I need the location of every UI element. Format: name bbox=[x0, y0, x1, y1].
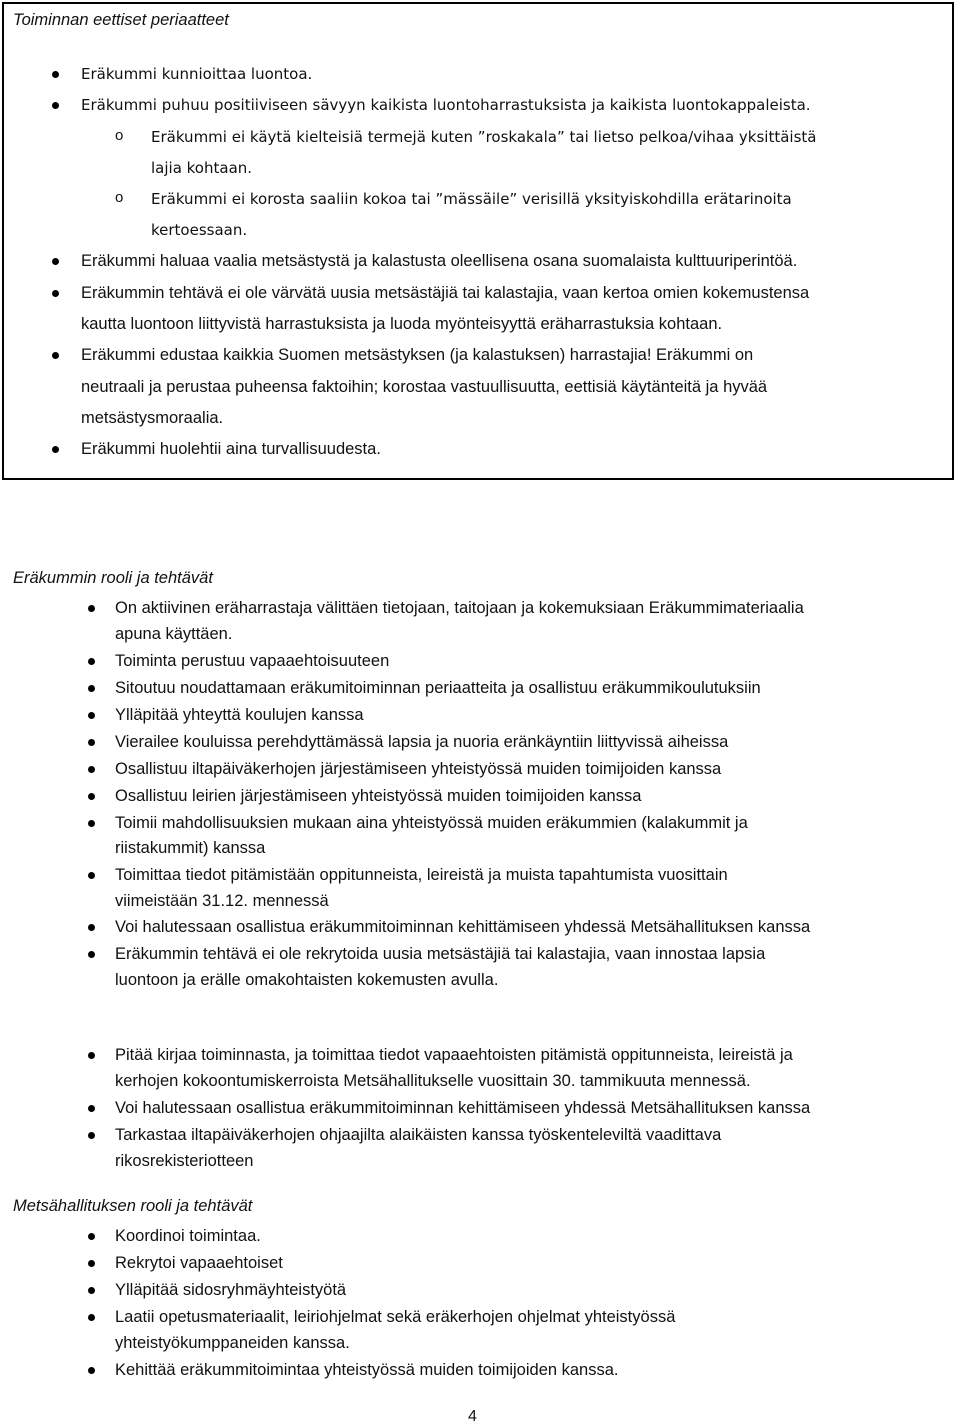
bullet-icon bbox=[88, 1132, 95, 1139]
bullet-icon bbox=[52, 290, 59, 297]
bullet-icon bbox=[88, 1052, 95, 1059]
bullet-icon bbox=[88, 1367, 95, 1374]
bullet-icon bbox=[88, 739, 95, 746]
extra-item-1: Pitää kirjaa toiminnasta, ja toimittaa tiedot vapaaehtoisten pitämistä oppitunneista, leireistä ja bbox=[115, 1046, 793, 1064]
bullet-icon bbox=[88, 872, 95, 879]
ethics-item-7: metsästysmoraalia. bbox=[81, 409, 224, 427]
ethics-item-8: Eräkummi huolehtii aina turvallisuudesta. bbox=[81, 440, 381, 458]
bullet-icon bbox=[88, 658, 95, 665]
mh-item-4: Laatii opetusmateriaalit, leiriohjelmat sekä eräkerhojen ohjelmat yhteistyössä bbox=[115, 1308, 676, 1326]
ethics-item-1: Eräkummi kunnioittaa luontoa. bbox=[81, 65, 313, 83]
extra-item-3: Tarkastaa iltapäiväkerhojen ohjaajilta alaikäisten kanssa työskenteleviltä vaadittava bbox=[115, 1126, 722, 1144]
bullet-icon bbox=[52, 102, 59, 109]
role-item-5: Vierailee kouluissa perehdyttämässä lapsia ja nuoria eränkäyntiin liittyvissä aiheissa bbox=[115, 733, 729, 751]
bullet-icon bbox=[88, 685, 95, 692]
ethics-item-6: Eräkummin tehtävä ei ole värvätä uusia metsästäjiä tai kalastajia, vaan kertoa omien kokemustensa bbox=[81, 284, 810, 302]
ethics-item-4: kertoessaan. bbox=[151, 221, 248, 239]
role-item-11: luontoon ja erälle omakohtaisten kokemusten avulla. bbox=[115, 971, 499, 989]
mh-item-3: Ylläpitää sidosryhmäyhteistyötä bbox=[115, 1281, 347, 1299]
role-item-8: riistakummit) kanssa bbox=[115, 839, 266, 857]
bullet-icon bbox=[88, 1233, 95, 1240]
ethics-item-7: neutraali ja perustaa puheensa faktoihin; korostaa vastuullisuutta, eettisiä käytänteitä ja hyvää bbox=[81, 378, 768, 396]
ethics-item-6: kautta luontoon liittyvistä harrastuksista ja luoda myönteisyyttä eräharrastuksia kohtaan. bbox=[81, 315, 723, 333]
role-item-9: Toimittaa tiedot pitämistään oppitunneista, leireistä ja muista tapahtumista vuosittain bbox=[115, 866, 728, 884]
bullet-icon bbox=[88, 1260, 95, 1267]
role-item-1: On aktiivinen eräharrastaja välittäen tietojaan, taitojaan ja kokemuksiaan Eräkummimateriaalia bbox=[115, 599, 804, 617]
role-item-4: Ylläpitää yhteyttä koulujen kanssa bbox=[115, 706, 364, 724]
ethics-item-3: lajia kohtaan. bbox=[151, 159, 253, 177]
ethics-item-2: Eräkummi puhuu positiiviseen sävyyn kaikista luontoharrastuksista ja kaikista luontokappaleista. bbox=[81, 96, 811, 114]
role-title: Eräkummin rooli ja tehtävät bbox=[13, 569, 213, 587]
bullet-icon bbox=[88, 1105, 95, 1112]
ethics-item-5: Eräkummi haluaa vaalia metsästystä ja kalastusta oleellisena osana suomalaista kulttuuriperintöä. bbox=[81, 252, 798, 270]
sub-bullet-icon: o bbox=[115, 127, 124, 144]
role-item-1: apuna käyttäen. bbox=[115, 625, 233, 643]
role-item-6: Osallistuu iltapäiväkerhojen järjestämiseen yhteistyössä muiden toimijoiden kanssa bbox=[115, 760, 722, 778]
mh-title: Metsähallituksen rooli ja tehtävät bbox=[13, 1197, 253, 1215]
bullet-icon bbox=[88, 766, 95, 773]
role-item-7: Osallistuu leirien järjestämiseen yhteistyössä muiden toimijoiden kanssa bbox=[115, 787, 642, 805]
mh-item-5: Kehittää eräkummitoimintaa yhteistyössä muiden toimijoiden kanssa. bbox=[115, 1361, 619, 1379]
bullet-icon bbox=[88, 924, 95, 931]
ethics-title: Toiminnan eettiset periaatteet bbox=[13, 11, 229, 29]
page-number: 4 bbox=[468, 1408, 477, 1425]
bullet-icon bbox=[52, 258, 59, 265]
ethics-item-3: Eräkummi ei käytä kielteisiä termejä kuten ”roskakala” tai lietso pelkoa/vihaa yksittäistä bbox=[151, 128, 817, 146]
mh-item-2: Rekrytoi vapaaehtoiset bbox=[115, 1254, 283, 1272]
role-item-3: Sitoutuu noudattamaan eräkumitoiminnan periaatteita ja osallistuu eräkummikoulutuksiin bbox=[115, 679, 761, 697]
bullet-icon bbox=[52, 71, 59, 78]
mh-item-1: Koordinoi toimintaa. bbox=[115, 1227, 261, 1245]
bullet-icon bbox=[52, 352, 59, 359]
bullet-icon bbox=[88, 605, 95, 612]
extra-item-1: kerhojen kokoontumiskerroista Metsähallitukselle vuosittain 30. tammikuuta mennessä. bbox=[115, 1072, 751, 1090]
ethics-item-7: Eräkummi edustaa kaikkia Suomen metsästyksen (ja kalastuksen) harrastajia! Eräkummi on bbox=[81, 346, 754, 364]
role-item-9: viimeistään 31.12. mennessä bbox=[115, 892, 329, 910]
ethics-item-4: Eräkummi ei korosta saaliin kokoa tai ”mässäile” verisillä yksityiskohdilla erätarinoita bbox=[151, 190, 792, 208]
bullet-icon bbox=[52, 446, 59, 453]
bullet-icon bbox=[88, 820, 95, 827]
role-item-10: Voi halutessaan osallistua eräkummitoiminnan kehittämiseen yhdessä Metsähallituksen kanssa bbox=[115, 918, 811, 936]
extra-item-3: rikosrekisteriotteen bbox=[115, 1152, 254, 1170]
bullet-icon bbox=[88, 951, 95, 958]
bullet-icon bbox=[88, 793, 95, 800]
role-item-8: Toimii mahdollisuuksien mukaan aina yhteistyössä muiden eräkummien (kalakummit ja bbox=[115, 814, 748, 832]
sub-bullet-icon: o bbox=[115, 189, 124, 206]
extra-item-2: Voi halutessaan osallistua eräkummitoiminnan kehittämiseen yhdessä Metsähallituksen kanssa bbox=[115, 1099, 811, 1117]
bullet-icon bbox=[88, 712, 95, 719]
bullet-icon bbox=[88, 1314, 95, 1321]
role-item-2: Toiminta perustuu vapaaehtoisuuteen bbox=[115, 652, 390, 670]
mh-item-4: yhteistyökumppaneiden kanssa. bbox=[115, 1334, 350, 1352]
bullet-icon bbox=[88, 1287, 95, 1294]
role-item-11: Eräkummin tehtävä ei ole rekrytoida uusia metsästäjiä tai kalastajia, vaan innostaa lapsia bbox=[115, 945, 766, 963]
